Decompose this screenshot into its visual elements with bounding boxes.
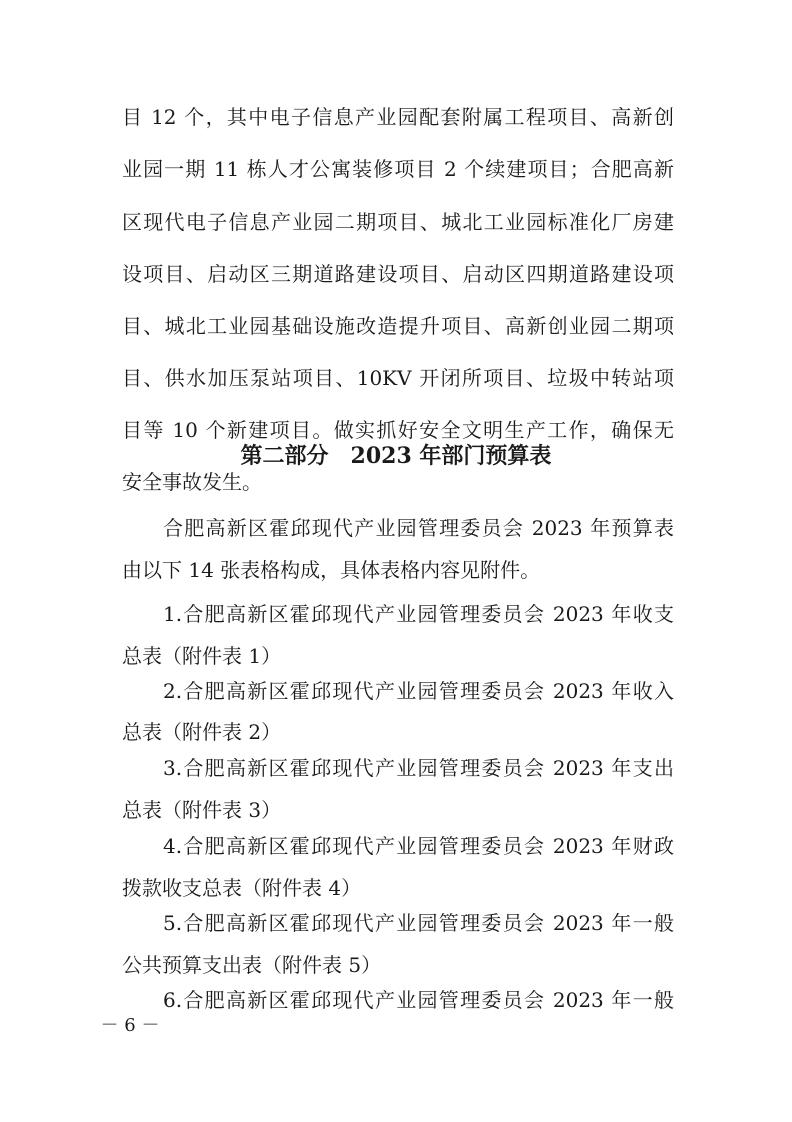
list-item-continuation: 公共预算支出表（附件表 5） [122,953,382,977]
list-item-line: 6.合肥高新区霍邱现代产业园管理委员会 2023 年一般 [163,988,674,1012]
list-item-line: 2.合肥高新区霍邱现代产业园管理委员会 2023 年收入 [163,679,674,703]
paragraph-line: 安全事故发生。 [122,470,262,494]
list-item-line: 4.合肥高新区霍邱现代产业园管理委员会 2023 年财政 [163,834,674,858]
paragraph-line: 目 12 个，其中电子信息产业园配套附属工程项目、高新创 [122,105,674,129]
list-item-line: 1.合肥高新区霍邱现代产业园管理委员会 2023 年收支 [163,602,674,626]
page-number: － 6 － [100,1015,160,1036]
intro-line: 合肥高新区霍邱现代产业园管理委员会 2023 年预算表 [163,516,674,540]
list-item-line: 3.合肥高新区霍邱现代产业园管理委员会 2023 年支出 [163,756,674,780]
paragraph-line: 目、供水加压泵站项目、10KV 开闭所项目、垃圾中转站项 [122,366,674,390]
section-title: 第二部分 2023 年部门预算表 [240,443,552,469]
list-item-continuation: 拨款收支总表（附件表 4） [122,876,362,900]
list-item-continuation: 总表（附件表 3） [122,798,282,822]
paragraph-line: 目等 10 个新建项目。做实抓好安全文明生产工作，确保无 [122,418,674,442]
paragraph-line: 设项目、启动区三期道路建设项目、启动区四期道路建设项 [122,262,674,286]
intro-line: 由以下 14 张表格构成，具体表格内容见附件。 [122,558,541,582]
paragraph-line: 区现代电子信息产业园二期项目、城北工业园标准化厂房建 [122,210,674,234]
paragraph-line: 业园一期 11 栋人才公寓装修项目 2 个续建项目；合肥高新 [122,157,674,181]
list-item-continuation: 总表（附件表 1） [122,644,282,668]
paragraph-line: 目、城北工业园基础设施改造提升项目、高新创业园二期项 [122,314,674,338]
list-item-line: 5.合肥高新区霍邱现代产业园管理委员会 2023 年一般 [163,911,674,935]
list-item-continuation: 总表（附件表 2） [122,720,282,744]
